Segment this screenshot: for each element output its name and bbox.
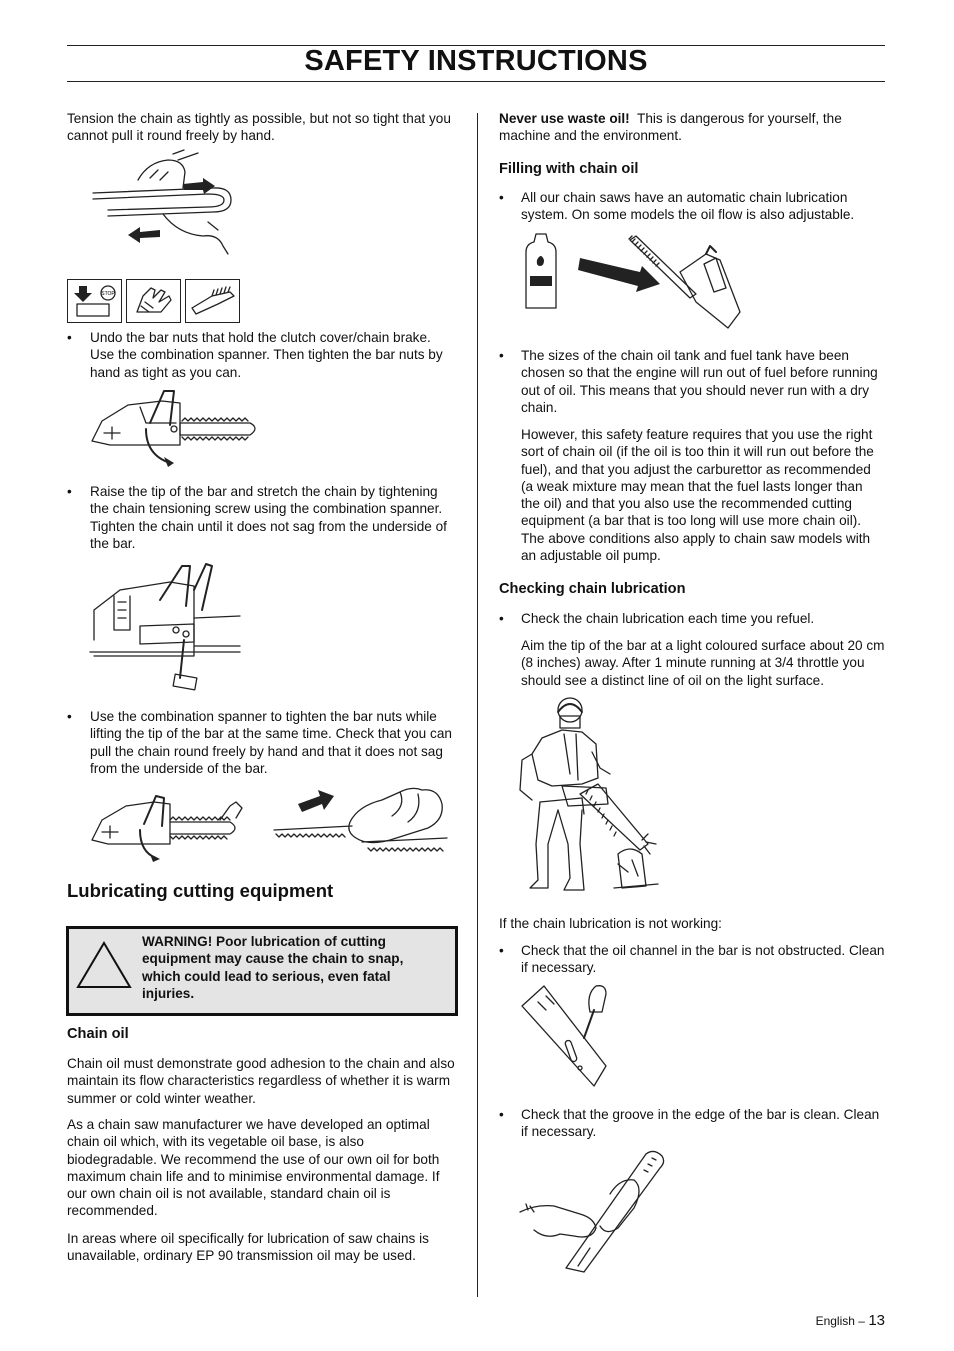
aim-paragraph: Aim the tip of the bar at a light coloured surface about 20 cm (8 inches) away. After 1 minute running at 3/4 throttle you should see a distinct line of oil on the light surface. xyxy=(521,638,885,688)
bullet-text: Check that the groove in the edge of the bar is clean. Clean if necessary. xyxy=(521,1107,880,1140)
icon-cleaning-brush xyxy=(185,279,240,323)
footer-dash: – xyxy=(858,1314,865,1328)
bullet-text: Undo the bar nuts that hold the clutch cover/chain brake. Use the combination spanner. Then tighten the bar nuts by hand as tight as you can. xyxy=(90,330,443,380)
icon-protective-glove xyxy=(126,279,181,323)
section-heading-lubricating: Lubricating cutting equipment xyxy=(67,880,334,901)
glove-pulling-chain-illustration xyxy=(272,782,447,864)
saw-bar-nuts-illustration xyxy=(90,383,262,465)
bullet-dot: • xyxy=(67,330,72,345)
bullet-dot: • xyxy=(499,348,504,363)
bullet-dot: • xyxy=(67,709,72,724)
filling-heading: Filling with chain oil xyxy=(499,161,639,177)
bullet-text: Check that the oil channel in the bar is not obstructed. Clean if necessary. xyxy=(521,943,885,976)
chain-oil-heading: Chain oil xyxy=(67,1026,129,1042)
chain-oil-paragraph-1: Chain oil must demonstrate good adhesion to the chain and also maintain its flow characteristics regardless of whether it is warm summer or cold winter weather. xyxy=(67,1056,455,1106)
intro-paragraph: Tension the chain as tightly as possible, but not so tight that you cannot pull it round freely by hand. xyxy=(67,111,451,144)
bullet-text: Use the combination spanner to tighten the bar nuts while lifting the tip of the bar at the same time. Check that you can pull the chain round freely by hand and that it does not sag from the underside of the bar. xyxy=(90,709,452,776)
bullet-dot: • xyxy=(499,1107,504,1122)
column-divider xyxy=(477,113,478,1297)
page-number: 13 xyxy=(868,1312,885,1329)
bullet-text: Check the chain lubrication each time you refuel. xyxy=(521,611,815,626)
hands-pulling-chain-illustration xyxy=(88,150,248,255)
not-working-paragraph: If the chain lubrication is not working: xyxy=(499,916,722,931)
groove-cleaning-illustration xyxy=(520,1148,670,1274)
bullet-text: The sizes of the chain oil tank and fuel tank have been chosen so that the engine will run out of fuel before running out of oil. This means that you should never run with a dry chain. xyxy=(521,348,878,415)
bullet-dot: • xyxy=(67,484,72,499)
however-paragraph: However, this safety feature requires that you use the right sort of chain oil (if the oil is too thin it will run out before the fuel), and that you adjust the carburettor as recommended (a weak mixture may mean that the fuel lasts longer than the oil) and that you also use the recommended cutting equipment (a bar that is too long will use more chain oil). The above conditions also apply to chain saw models with an adjustable oil pump. xyxy=(521,427,874,564)
bullet-dot: • xyxy=(499,611,504,626)
page-footer xyxy=(816,1312,885,1329)
page-title: SAFETY INSTRUCTIONS xyxy=(304,45,648,77)
checking-heading: Checking chain lubrication xyxy=(499,581,686,597)
saw-spanner-illustration xyxy=(90,792,245,862)
chain-tensioning-illustration xyxy=(90,560,240,695)
bullet-text: Raise the tip of the bar and stretch the chain by tightening the chain tensioning screw using the combination spanner. Tighten the chain until it does not sag from the underside of the bar. xyxy=(90,484,447,551)
chain-oil-paragraph-3: In areas where oil specifically for lubrication of saw chains is unavailable, ordinary EP 90 transmission oil may be used. xyxy=(67,1231,429,1264)
warning-text: WARNING! Poor lubrication of cutting equipment may cause the chain to snap, which could lead to serious, even fatal injuries. xyxy=(142,934,404,1001)
warning-box xyxy=(66,926,458,1016)
icon-stop-engine xyxy=(67,279,122,323)
warning-triangle-icon xyxy=(76,941,132,989)
bullet-dot: • xyxy=(499,190,504,205)
bullet-text: All our chain saws have an automatic chain lubrication system. On some models the oil flow is also adjustable. xyxy=(521,190,855,223)
chain-oil-paragraph-2: As a chain saw manufacturer we have developed an optimal chain oil which, with its vegetable oil base, is also biodegradable. We recommend the use of our own oil for both maximum chain life and to minimise environmental damage. If our own chain oil is not available, standard chain oil is recommended. xyxy=(67,1117,440,1219)
header-rule-bottom xyxy=(67,81,885,82)
waste-oil-bold: Never use waste oil! xyxy=(499,111,630,126)
screwdriver-oil-channel-illustration xyxy=(520,982,610,1092)
operator-lubrication-test-illustration xyxy=(518,694,663,899)
bullet-dot: • xyxy=(499,943,504,958)
waste-oil-rest: This is dangerous for yourself, the machine and the environment. xyxy=(499,111,842,144)
stop-label: STOP xyxy=(101,291,115,297)
waste-oil-paragraph xyxy=(499,110,885,145)
oil-bottle-to-saw-illustration xyxy=(520,232,745,332)
footer-language: English xyxy=(815,1314,855,1328)
